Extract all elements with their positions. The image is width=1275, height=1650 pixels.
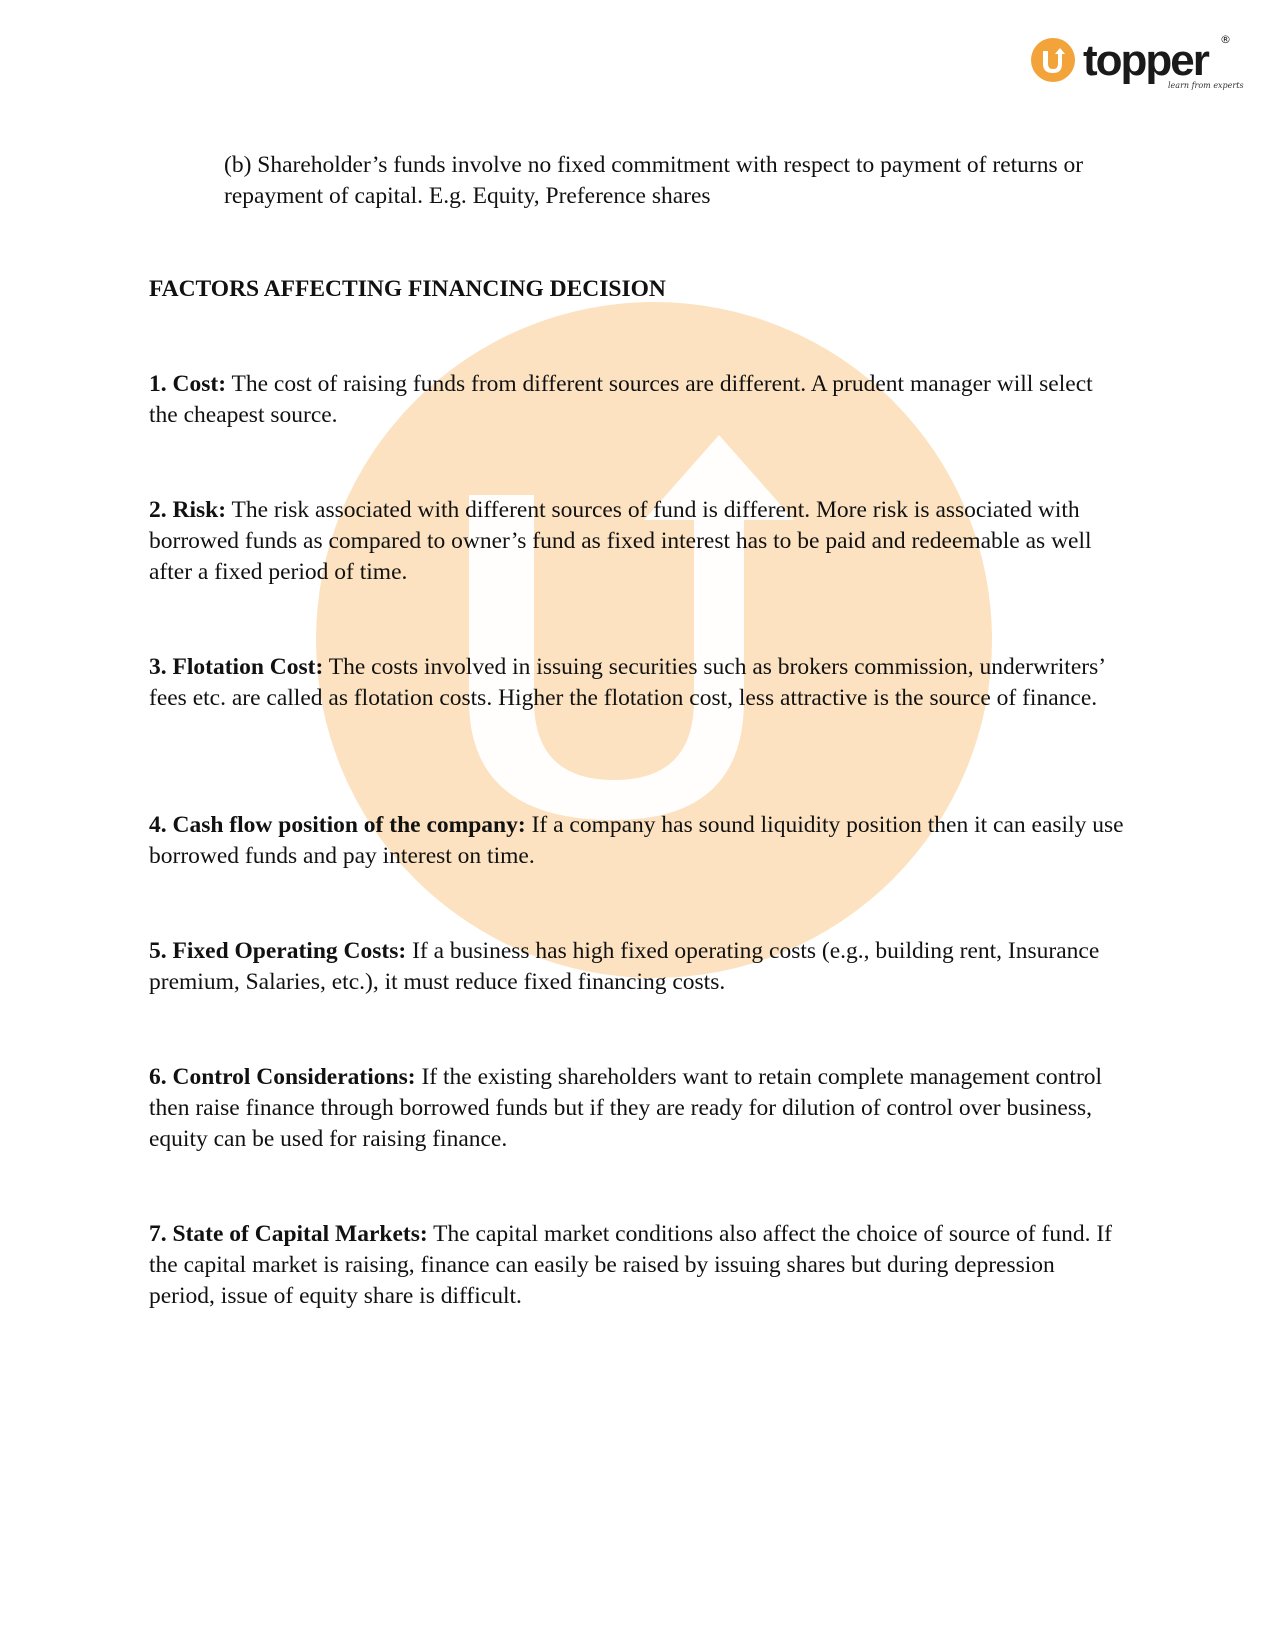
factor-title: 2. Risk: xyxy=(149,497,227,523)
factor-flotation-cost xyxy=(149,652,1124,714)
factor-text: The capital market conditions also affect the choice of source of fund. If the capital market is raising, finance can easily be raised by issuing shares but during depression period, issue of equity share is difficult. xyxy=(149,1221,1112,1309)
topper-logo-icon xyxy=(1030,37,1076,83)
factor-title: 4. Cash flow position of the company: xyxy=(149,812,526,838)
factor-text: If a company has sound liquidity position then it can easily use borrowed funds and pay interest on time. xyxy=(149,812,1124,869)
factor-fixed-operating-costs xyxy=(149,936,1124,998)
factor-title: 3. Flotation Cost: xyxy=(149,654,324,680)
factor-title: 6. Control Considerations: xyxy=(149,1064,416,1090)
factor-text: If the existing shareholders want to retain complete management control then raise finance through borrowed funds but if they are ready for dilution of control over business, equity can be used for raising finance. xyxy=(149,1064,1103,1152)
factor-text: If a business has high fixed operating costs (e.g., building rent, Insurance premium, Salaries, etc.), it must reduce fixed financing costs. xyxy=(149,938,1100,995)
intro-paragraph: (b) Shareholder’s funds involve no fixed commitment with respect to payment of returns or repayment of capital. E.g. Equity, Preference shares xyxy=(224,152,1084,209)
factor-control-considerations xyxy=(149,1062,1124,1155)
factor-text: The costs involved in issuing securities such as brokers commission, underwriters’ fees etc. are called as flotation costs. Higher the flotation cost, less attractive is the source of finance. xyxy=(149,654,1105,711)
registered-mark: ® xyxy=(1220,33,1231,46)
topper-logo xyxy=(1030,33,1244,99)
factor-state-of-capital-markets xyxy=(149,1219,1124,1312)
factor-title: 1. Cost: xyxy=(149,371,227,397)
factor-cost xyxy=(149,369,1124,431)
section-heading: FACTORS AFFECTING FINANCING DECISION xyxy=(149,276,666,302)
factor-text: The risk associated with different sources of fund is different. More risk is associated with borrowed funds as compared to owner’s fund as fixed interest has to be paid and redeemable as well after a fixed period of time. xyxy=(149,497,1092,585)
factor-cash-flow-position xyxy=(149,810,1124,872)
factor-risk xyxy=(149,495,1124,588)
factor-title: 5. Fixed Operating Costs: xyxy=(149,938,407,964)
logo-wordmark: topper xyxy=(1083,36,1208,85)
factor-title: 7. State of Capital Markets: xyxy=(149,1221,428,1247)
logo-tagline: learn from experts xyxy=(1168,81,1244,90)
factor-text: The cost of raising funds from different sources are different. A prudent manager will select the cheapest source. xyxy=(149,371,1093,428)
